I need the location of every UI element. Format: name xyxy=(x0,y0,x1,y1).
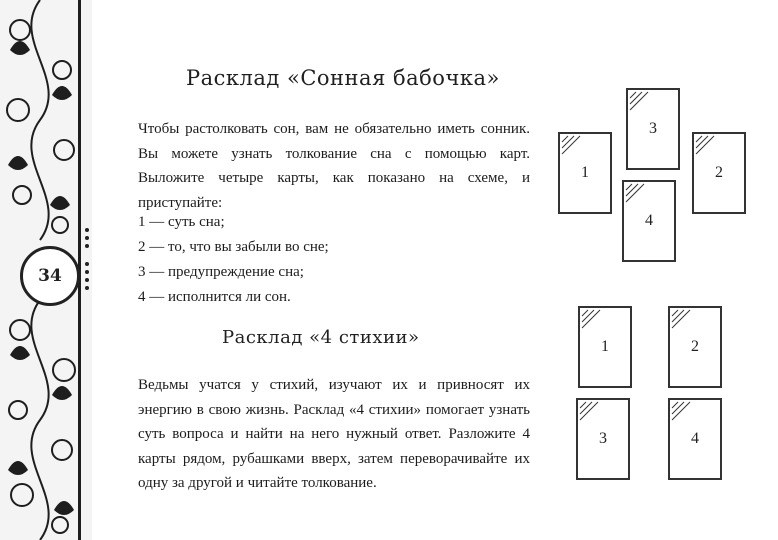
dot-column-upper xyxy=(84,228,90,252)
card-2 xyxy=(668,306,722,388)
list-item: 2 — то, что вы забыли во сне; xyxy=(138,239,329,255)
card-hatch-icon xyxy=(670,400,700,430)
card-number: 1 xyxy=(581,164,589,181)
card-hatch-icon xyxy=(578,400,608,430)
card-hatch-icon xyxy=(670,308,700,338)
dot-column-lower xyxy=(84,262,90,294)
section-title-four-elements: Расклад «4 стихии» xyxy=(222,327,420,348)
card-number: 3 xyxy=(649,120,657,137)
list-item: 3 — предупреждение сна; xyxy=(138,264,304,280)
card-hatch-icon xyxy=(560,134,590,164)
card-4 xyxy=(668,398,722,480)
section2-paragraph: Ведьмы учатся у стихий, изучают их и привносят их энергию в свою жизнь. Расклад «4 стихии» помогает узнать суть вопроса и найти на него нужный ответ. Разложите 4 карты рядом, рубашками вверх, затем переворачивайте их одну за другой и читайте толкование. xyxy=(138,377,530,491)
page-number: 34 xyxy=(20,246,80,306)
card-hatch-icon xyxy=(580,308,610,338)
card-3 xyxy=(626,88,680,170)
card-number: 3 xyxy=(599,430,607,447)
card-3 xyxy=(576,398,630,480)
section1-paragraph: Чтобы растолковать сон, вам не обязательно иметь сонник. Вы можете узнать толкование сна с помощью карт. Выложите четыре карты, как показано на схеме, и приступайте: xyxy=(138,121,530,211)
card-1 xyxy=(578,306,632,388)
card-hatch-icon xyxy=(624,182,654,212)
card-number: 1 xyxy=(601,338,609,355)
section1-list xyxy=(138,210,329,310)
card-number: 4 xyxy=(645,212,653,229)
section-title-dream-butterfly: Расклад «Сонная бабочка» xyxy=(186,66,500,90)
card-hatch-icon xyxy=(628,90,658,120)
card-number: 4 xyxy=(691,430,699,447)
card-1 xyxy=(558,132,612,214)
card-number: 2 xyxy=(715,164,723,181)
card-hatch-icon xyxy=(694,134,724,164)
card-number: 2 xyxy=(691,338,699,355)
card-2 xyxy=(692,132,746,214)
card-4 xyxy=(622,180,676,262)
list-item: 1 — суть сна; xyxy=(138,214,225,230)
list-item: 4 — исполнится ли сон. xyxy=(138,289,291,305)
